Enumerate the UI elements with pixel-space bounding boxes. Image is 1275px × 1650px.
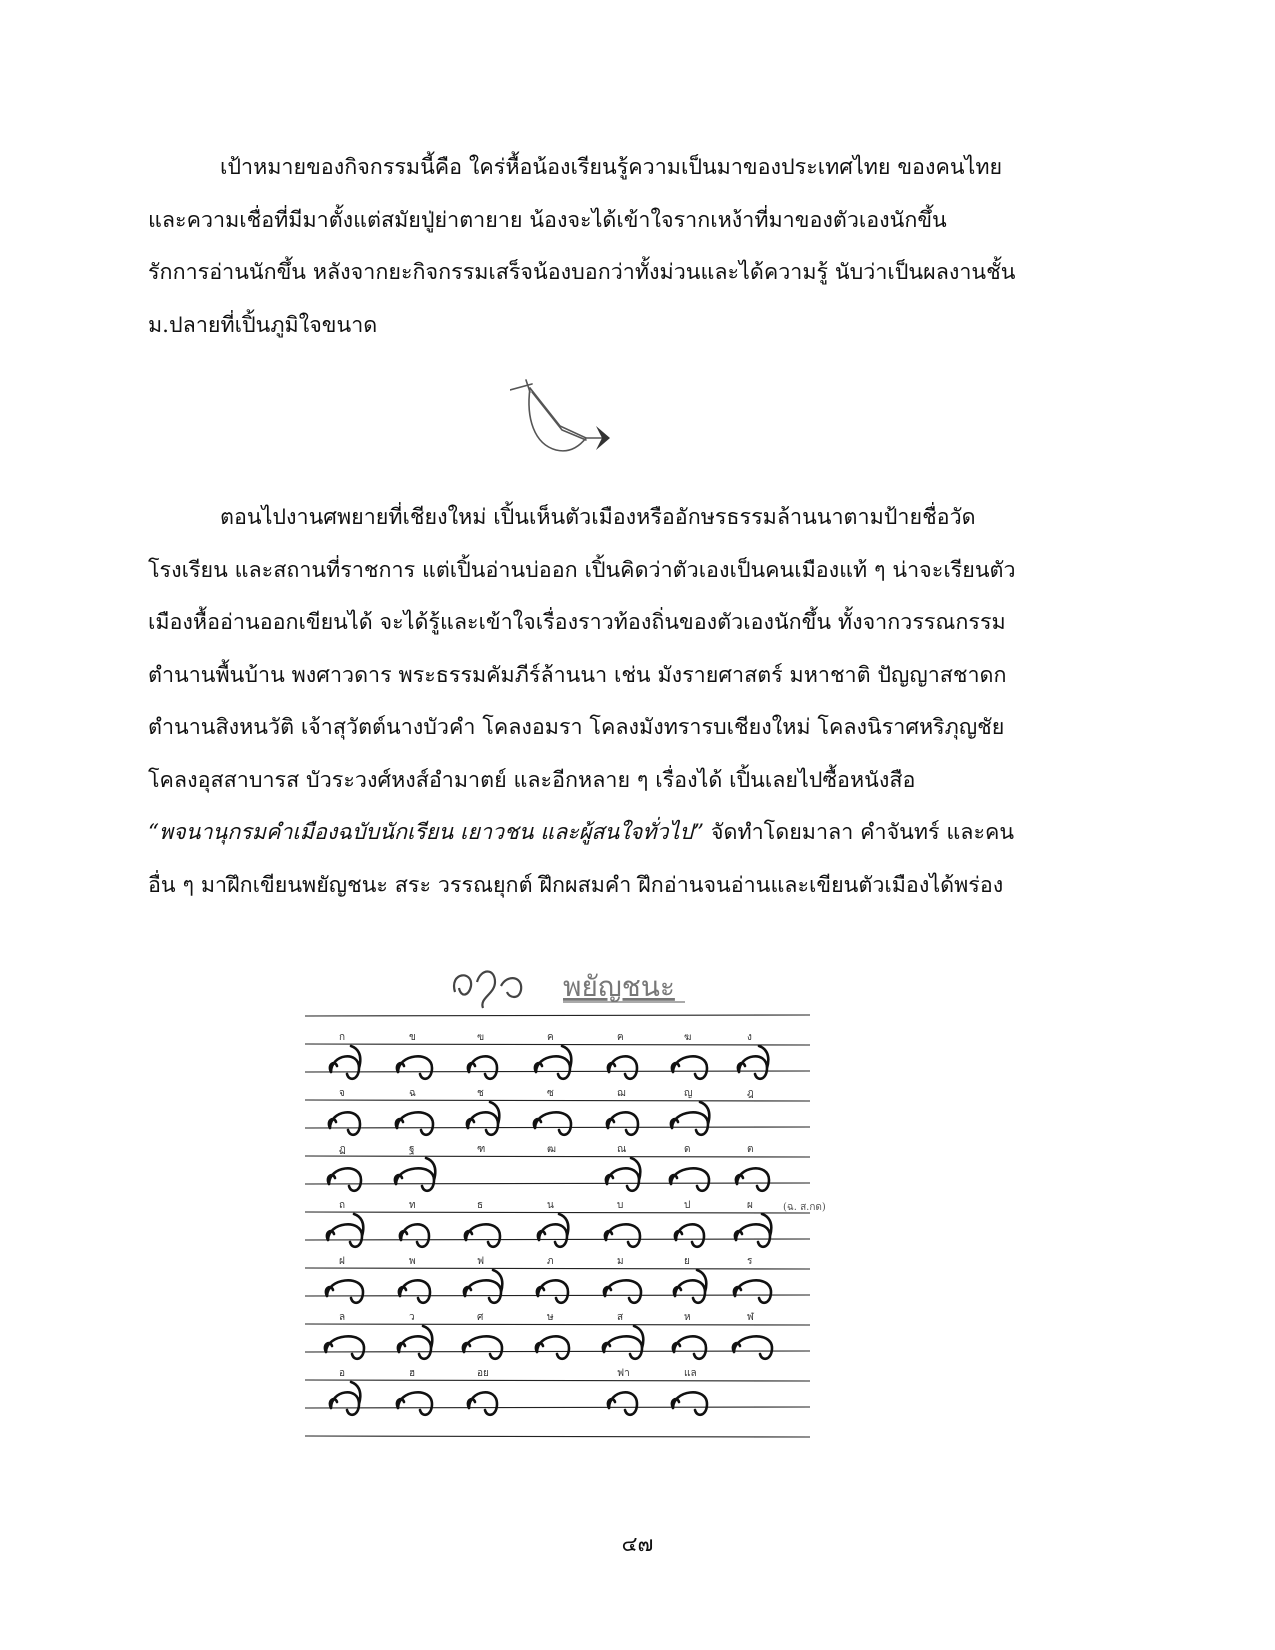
handwritten-glyph: [670, 1168, 709, 1190]
consonant-label: ฆ: [684, 1032, 692, 1043]
handwritten-glyph: [674, 1270, 706, 1303]
handwritten-glyph: [396, 1112, 433, 1134]
handwritten-glyph: [604, 1280, 641, 1302]
worksheet-rule-line: [305, 1071, 810, 1072]
consonant-label: น: [547, 1200, 554, 1211]
worksheet-rule-line: [305, 1044, 810, 1045]
paragraph-line: [148, 807, 1015, 860]
handwritten-glyph: [673, 1336, 706, 1358]
handwritten-glyph: [329, 1112, 360, 1134]
book-credit: จัดทำโดยมาลา คำจันทร์ และคน: [704, 820, 1015, 845]
handwritten-glyph: [534, 1112, 571, 1134]
paragraph-goal: [148, 142, 1016, 352]
handwritten-glyph: [400, 1224, 429, 1246]
paragraph-story: [148, 492, 1016, 912]
handwritten-glyph: [733, 1336, 772, 1358]
consonant-label: ศ: [477, 1312, 484, 1323]
worksheet-title: [454, 970, 685, 1008]
handwritten-glyph: [672, 1056, 707, 1078]
worksheet-rule-line: [305, 1436, 810, 1437]
worksheet-rule-line: [305, 1380, 810, 1381]
consonant-label: ถ: [339, 1200, 346, 1211]
paragraph-line: โรงเรียน และสถานที่ราชการ แต่เปิ้นอ่านบ่ออก เปิ้นคิดว่าตัวเองเป็นคนเมืองแท้ ๆ น่าจะเรียนตัว: [148, 557, 1016, 583]
consonant-label: ต: [747, 1144, 754, 1155]
consonant-label: พ: [409, 1256, 416, 1267]
lanna-heading-glyphs: [454, 972, 521, 1009]
paragraph-line: ม.ปลายที่เปิ้นภูมิใจขนาด: [148, 312, 378, 338]
handwritten-glyph: [605, 1224, 640, 1246]
consonant-label: ฏ: [339, 1144, 346, 1155]
worksheet-rule-line: [305, 1212, 810, 1213]
consonant-label: ฒ: [547, 1144, 557, 1155]
handwritten-glyph: [675, 1224, 704, 1246]
consonant-label: ฌ: [617, 1088, 626, 1099]
handwritten-glyph: [608, 1392, 637, 1414]
consonant-label: ช: [477, 1088, 484, 1099]
consonant-label: ผ: [747, 1200, 753, 1211]
handwritten-glyph: [607, 1112, 638, 1134]
paragraph-line: อื่น ๆ มาฝึกเขียนพยัญชนะ สระ วรรณยุกต์ ฝึกผสมคำ ฝึกอ่านจนอ่านและเขียนตัวเมืองได้พร่อง: [148, 872, 1004, 898]
handwritten-glyph: [671, 1102, 709, 1135]
consonant-label: ร: [747, 1256, 753, 1267]
handwritten-glyph: [330, 1382, 360, 1415]
handwritten-glyph: [468, 1056, 497, 1078]
handwritten-glyph: [463, 1336, 502, 1358]
handwritten-glyph: [326, 1280, 363, 1302]
paragraph-line: รักการอ่านนักขึ้น หลังจากยะกิจกรรมเสร็จน้องบอกว่าทั้งม่วนและได้ความรู้ นับว่าเป็นผลงานชั้น: [148, 260, 1016, 285]
consonant-label: ฬ: [747, 1312, 754, 1323]
handwritten-glyph: [399, 1280, 430, 1302]
consonant-label: ธ: [477, 1200, 484, 1211]
consonant-label: ฐ: [409, 1144, 415, 1155]
handwritten-glyph: [467, 1102, 499, 1135]
consonant-label: ฑ: [477, 1144, 486, 1155]
consonant-label: ก: [339, 1032, 346, 1043]
handwritten-glyph: [603, 1326, 643, 1359]
consonant-label: ม: [617, 1256, 624, 1267]
consonant-label: ล: [339, 1312, 346, 1323]
page-number: ๔๗: [621, 1532, 654, 1556]
paragraph-line: เมืองหื้ออ่านออกเขียนได้ จะได้รู้และเข้าใจเรื่องราวท้องถิ่นของตัวเองนักขึ้น ทั้งจากวรรณกรรม: [148, 610, 1006, 635]
consonant-label: ฃ: [477, 1032, 485, 1043]
paragraph-line: เป้าหมายของกิจกรรมนี้คือ ใคร่หื้อน้องเรียนรู้ความเป็นมาของประเทศไทย ของคนไทย: [220, 155, 1003, 180]
handwritten-glyph: [325, 1336, 364, 1358]
worksheet-rule-line: [305, 1100, 810, 1101]
handwritten-glyph: [468, 1392, 497, 1414]
paragraph-line: ตำนานพื้นบ้าน พงศาวดาร พระธรรมคัมภีร์ล้านนา เช่น มังรายศาสตร์ มหาชาติ ปัญญาสชาดก: [148, 662, 1007, 688]
worksheet-rule-line: [305, 1183, 810, 1184]
handwritten-glyph: [327, 1214, 363, 1247]
handwritten-glyph: [538, 1214, 568, 1247]
consonant-label: ญ: [684, 1088, 693, 1099]
handwritten-glyph: [465, 1224, 500, 1246]
paragraph-line: ตำนานสิงหนวัติ เจ้าสุวัตต์นางบัวคำ โคลงอมรา โคลงมังทรารบเชียงใหม่ โคลงนิราศหริภุญชัย: [148, 715, 1005, 740]
worksheet-rule-line: [305, 1127, 810, 1128]
handwritten-glyph: [536, 1336, 569, 1358]
consonant-label: ฝ: [339, 1256, 345, 1267]
worksheet-rule-line: [305, 1156, 810, 1157]
consonant-label: อ: [339, 1368, 346, 1379]
consonant-label: ว: [409, 1312, 415, 1323]
worksheet-rule-line: [305, 1268, 810, 1269]
handwritten-glyph: [736, 1168, 769, 1190]
consonant-label: อย: [477, 1368, 489, 1379]
handwritten-glyph: [397, 1392, 432, 1414]
consonant-label: ส: [617, 1312, 624, 1323]
consonant-label: ง: [747, 1032, 752, 1043]
handwritten-glyph: [535, 1046, 571, 1079]
paragraph-line: โคลงอุสสาบารส บัวระวงศ์หงส์อำมาตย์ และอีกหลาย ๆ เรื่องได้ เปิ้นเลยไปซื้อหนังสือ: [148, 767, 916, 793]
consonant-label: ท: [409, 1200, 416, 1211]
handwritten-glyph: [537, 1280, 568, 1302]
book-title: “พจนานุกรมคำเมืองฉบับนักเรียน เยาวชน และผู้สนใจทั่วไป”: [148, 820, 705, 845]
handwritten-glyph: [608, 1056, 637, 1078]
worksheet-side-note: (ฉ. ส.กด): [783, 1202, 826, 1213]
consonant-label: ป: [684, 1200, 691, 1211]
consonant-label: ฅ: [617, 1032, 624, 1043]
consonant-label: จ: [339, 1088, 345, 1099]
consonant-label: ฎ: [747, 1088, 754, 1099]
consonant-label: ภ: [547, 1256, 554, 1267]
handwritten-glyph: [734, 1280, 771, 1302]
consonant-label: ษ: [547, 1312, 554, 1323]
handwritten-glyph: [735, 1214, 771, 1247]
handwritten-glyph: [330, 1046, 360, 1079]
handwritten-glyph: [606, 1158, 640, 1191]
paragraph-line: และความเชื่อที่มีมาตั้งแต่สมัยปู่ย่าตายาย น้องจะได้เข้าใจรากเหง้าที่มาของตัวเองนักขึ้น: [148, 207, 947, 233]
consonant-label: บ: [617, 1200, 624, 1211]
handwritten-consonant-worksheet: [305, 952, 850, 1442]
consonant-label: ฟ: [477, 1256, 485, 1267]
consonant-label: ข: [409, 1032, 416, 1043]
consonant-label: ฉ: [409, 1088, 416, 1099]
consonant-label: ด: [684, 1144, 691, 1155]
consonant-label: ค: [547, 1032, 554, 1043]
worksheet-rule-line: [305, 1015, 810, 1016]
consonant-label: ย: [684, 1256, 690, 1267]
handwritten-glyph: [395, 1158, 435, 1191]
consonant-label: ซ: [547, 1088, 554, 1099]
consonant-label: ณ: [617, 1144, 627, 1155]
worksheet-rule-line: [305, 1324, 810, 1325]
handwritten-glyph: [464, 1270, 502, 1303]
consonant-label: แล: [684, 1368, 697, 1379]
handwritten-glyph: [397, 1056, 432, 1078]
worksheet-title-text: พยัญชนะ: [563, 970, 675, 1003]
consonant-label: ฮ: [409, 1368, 416, 1379]
handwritten-glyph: [398, 1326, 432, 1359]
consonant-label: ห: [684, 1312, 691, 1323]
consonant-label: ฟา: [617, 1368, 630, 1379]
paragraph-line: ตอนไปงานศพยายที่เชียงใหม่ เปิ้นเห็นตัวเมืองหรืออักษรธรรมล้านนาตามป้ายชื่อวัด: [220, 505, 976, 530]
handwritten-glyph: [672, 1392, 707, 1414]
arrow-ornament-icon: [510, 378, 650, 478]
worksheet-rule-line: [305, 1407, 810, 1408]
handwritten-glyph: [328, 1168, 361, 1190]
handwritten-glyph: [738, 1046, 768, 1079]
